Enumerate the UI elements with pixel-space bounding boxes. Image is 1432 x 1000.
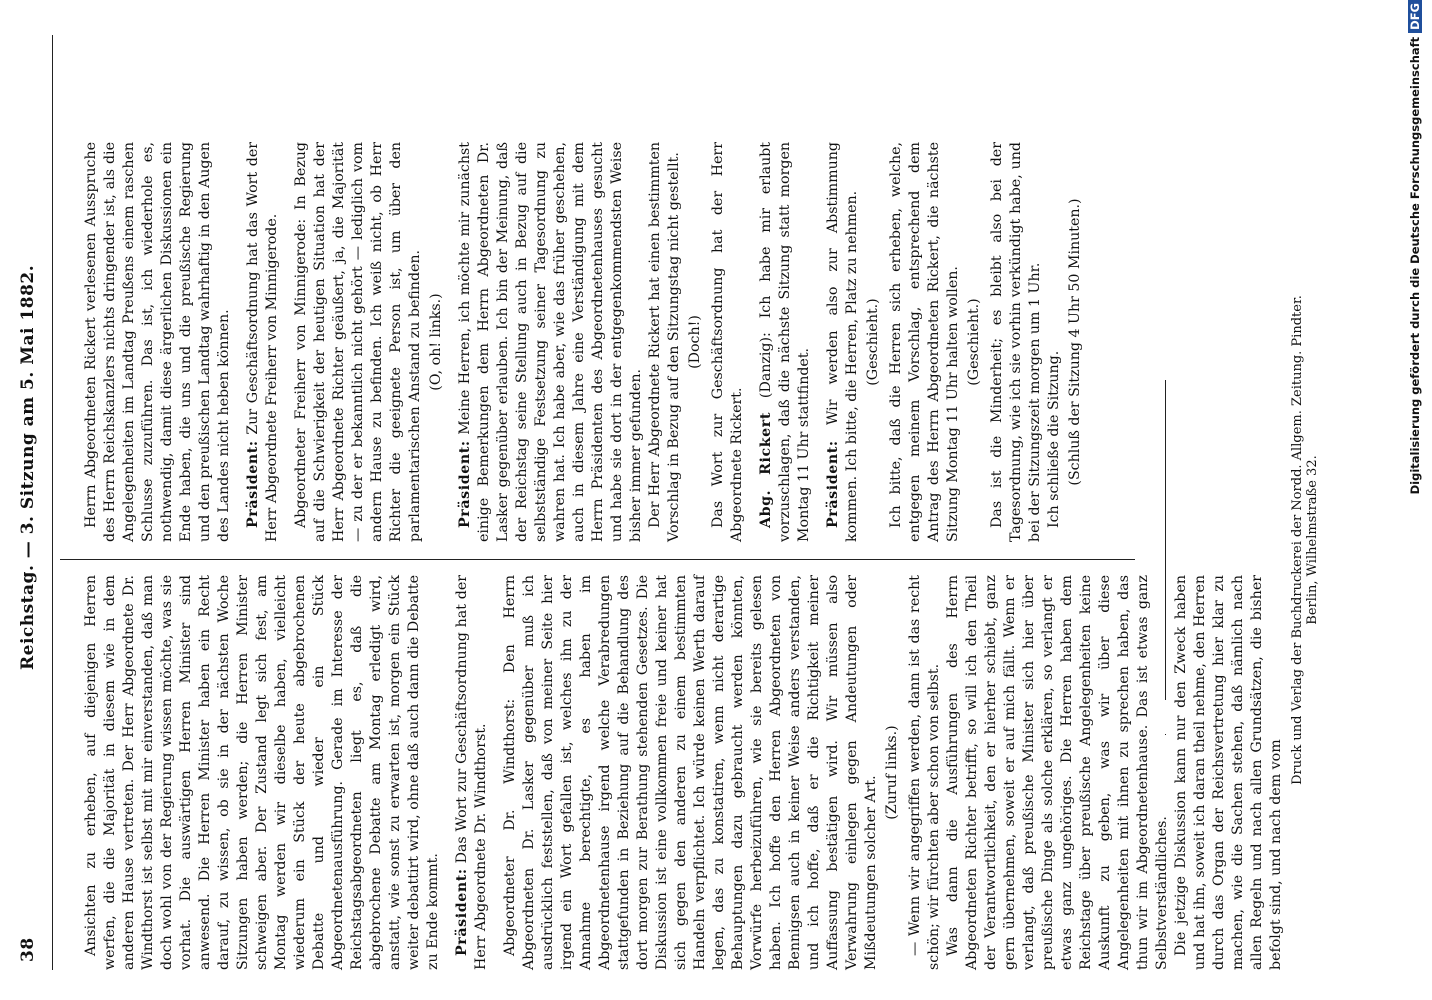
column-divider — [60, 559, 1135, 560]
paragraph — [887, 142, 963, 542]
paragraph-text: Zur Geschäftsordnung hat das Wort der Herr Abgeordnete Freiherr von Minnigerode. — [245, 142, 280, 542]
paragraph — [82, 575, 443, 970]
paragraph-text: (Geschieht.) — [966, 298, 982, 386]
page-number: 38 — [18, 937, 38, 962]
paragraph-text: (Danzig): Ich habe mir erlaubt vorzuschlagen, daß die nächste Sitzung statt morgen Montag 11 Uhr stattfindet. — [758, 142, 812, 542]
paragraph — [292, 142, 425, 542]
paragraph — [883, 575, 902, 970]
paragraph-text: Das Wort zur Geschäftsordnung hat der Herr Abgeordnete Dr. Windthorst. — [454, 575, 489, 970]
paragraph — [501, 575, 881, 970]
paragraph — [427, 142, 446, 542]
printer-address: Berlin, Wilhelmstraße 32. — [1305, 455, 1320, 625]
paragraph-text: (O, oh! links.) — [428, 293, 444, 391]
paragraph — [453, 575, 491, 970]
dfg-logo-icon: DFG — [1408, 0, 1422, 33]
paragraph — [686, 142, 705, 542]
paragraph-text: Das Wort zur Geschäftsordnung hat der Herr Abgeordnete Rickert. — [710, 142, 745, 542]
paragraph — [906, 575, 944, 970]
speaker-name: Präsident: — [825, 440, 841, 528]
paragraph — [824, 142, 862, 542]
text-column-left — [82, 575, 1286, 970]
paragraph-text: Der Herr Abgeordnete Rickert hat einen bestimmten Vorschlag in Bezug auf den Sitzungstag nicht gestellt. — [647, 142, 682, 542]
paragraph-text: Ich bitte, daß die Herren sich erheben, welche, entgegen meinem Vorschlag, entsprechend dem Antrag des Herrn Abgeordneten Rickert, die nächste Sitzung Montag 11 Uhr halten wollen. — [888, 142, 961, 542]
page-title: Reichstag. — 3. Sitzung am 5. Mai 1882. — [18, 264, 38, 670]
paragraph-text: Abgeordneter Freiherr von Minnigerode: In Bezug auf die Schwierigkeit der heutigen Situation hat der Herr Abgeordnete Richter geäußert, ja, die Majorität — zu der er bekanntlich nicht gehört — lediglich vom andern Hause zu befinden. Ich weiß nicht, ob Herr Richter die geeignete Person ist, um über den parlamentarischen Anstand zu befinden. — [293, 142, 423, 542]
paragraph — [1172, 575, 1286, 970]
paragraph-text: Wir werden also zur Abstimmung kommen. Ich bitte, die Herren, Platz zu nehmen. — [825, 142, 860, 542]
paragraph — [709, 142, 747, 542]
speaker-name: Präsident: — [454, 868, 470, 956]
funding-text: Digitalisierung gefördert durch die Deutsche Forschungsgemeinschaft — [1408, 36, 1422, 495]
funding-note — [1408, 0, 1422, 1000]
paragraph-text: Abgeordneter Dr. Windthorst: Den Herrn Abgeordneten Dr. Lasker gegenüber muß ich ausdrücklich feststellen, daß von meiner Seite hier irgend ein Wort gefallen ist, welches ihn zu der Annahme berechtigte, es haben im Abgeordnetenhause irgend welche Verabredungen stattgefunden in Beziehung auf die Behandlung des dort morgen zur Berathung stehenden Gesetzes. Die Diskussion ist eine vollkommen freie und keiner hat sich gegen den anderen zu einem bestimmten Handeln verpflichtet. Ich würde keinen Werth darauf legen, das zu konstatiren, wenn nicht derartige Behauptungen dazu gebraucht werden könnten, Vorwürfe herbeizuführen, wie sie bereits gelesen haben. Ich hoffe den Herren Abgeordneten von Bennigsen auch in keiner Weise anders verstanden, und ich hoffe, daß er die Richtigkeit meiner Auffassung bestätigen wird. Wir müssen also Verwahrung einlegen gegen Andeutungen oder Mißdeutungen solcher Art. — [502, 575, 879, 970]
header-rule — [52, 35, 53, 970]
paragraph-text: (Zuruf links.) — [884, 725, 900, 820]
paragraph-text: Ansichten zu erheben, auf diejenigen Herren werfen, die die Majorität in diesem wie in dem anderen Hause vertreten. Der Herr Abgeordnete Dr. Windthorst ist selbst mit mir einverstanden, daß man doch wohl von der Regierung wissen möchte, was sie vorhat. Die auswärtigen Herren Minister sind anwesend. Die Herren Minister haben ein Recht darauf, zu wissen, ob sie in der nächsten Woche Sitzungen haben werden; die Herren Minister schweigen aber. Der Zustand legt sich fest, am Montag werden wir dieselbe haben, vielleicht wiederum ein Stück der heute abgebrochenen Debatte und wieder ein Stück Abgeordnetenausführung. Gerade im Interesse der Reichstagsabgeordneten liegt es, daß die abgebrochene Debatte am Montag erledigt wird, anstatt, wie sonst zu erwarten ist, morgen ein Stück weiter debattirt wird, ohne daß auch dann die Debatte zu Ende kommt. — [83, 575, 441, 970]
printer-imprint — [1290, 280, 1320, 800]
speaker-name: Präsident: — [457, 440, 473, 528]
paragraph — [1045, 142, 1064, 542]
paragraph — [244, 142, 282, 542]
paragraph-text: Ich schließe die Sitzung. — [1046, 350, 1062, 528]
paragraph-text: (Doch!) — [687, 315, 703, 369]
speaker-name: Abg. Rickert — [758, 411, 774, 528]
paragraph — [864, 142, 883, 542]
footer-rule-spacer — [1165, 734, 1166, 735]
paragraph-text: Herrn Abgeordneten Rickert verlesenen Ausspruche des Herrn Reichskanzlers nichts dringender ist, als die Angelegenheiten im Landtag Preußens einem raschen Schlusse zuzuführen. Das ist, ich wiederhole es, nothwendig, damit diese ärgerlichen Diskussionen ein Ende haben, die uns und die preußische Regierung und den preußischen Landtag wahrhaftig in den Augen des Landes nicht heben können. — [83, 142, 232, 542]
paragraph — [965, 142, 984, 542]
paragraph — [646, 142, 684, 542]
paragraph-text: Das ist die Minderheit; es bleibt also bei der Tagesordnung, wie ich sie vorhin verkündigt habe, und bei der Sitzungszeit morgen um 1 Uhr. — [989, 142, 1043, 542]
footer-rule — [1165, 380, 1166, 700]
paragraph-text: — Wenn wir angegriffen werden, dann ist das recht schön; wir fürchten aber schon von selbst. — [907, 575, 942, 970]
paragraph — [757, 142, 814, 542]
paragraph-text: Meine Herren, ich möchte mir zunächst einige Bemerkungen dem Herrn Abgeordneten Dr. Lasker gegenüber erlauben. Ich bin der Meinung, daß der Reichstag seine Stellung auch in Bezug auf die selbstständige Festsetzung seiner Tagesordnung zu wahren hat. Ich habe aber, wie das früher geschehen, auch in diesem Jahre eine Verständigung mit dem Herrn Präsidenten des Abgeordnetenhauses gesucht und habe sie dort in der entgegenkommendsten Weise bisher immer gefunden. — [457, 142, 644, 542]
paragraph — [1066, 142, 1085, 542]
paragraph-text: Die jetzige Diskussion kann nur den Zweck haben und hat ihn, soweit ich daran theil nehme, den Herren durch das Organ der Reichsvertretung hier klar zu machen, wie die Sachen stehen, daß nämlich nach allen Regeln und nach allen Grundsätzen, die bisher befolgt sind, und nach dem vom — [1173, 575, 1284, 970]
speaker-name: Präsident: — [245, 440, 261, 528]
printer-name: Druck und Verlag der Buchdruckerei der Nordd. Allgem. Zeitung. Pindter. — [1290, 295, 1305, 785]
paragraph — [82, 142, 234, 542]
paragraph-text: (Geschieht.) — [865, 298, 881, 386]
paragraph-text: Was dann die Ausführungen des Herrn Abgeordneten Richter betrifft, so will ich den Theil der Verantwortlichkeit, den er hierher schiebt, ganz gern übernehmen, soweit er auf mich fällt. Wenn er verlangt, daß preußische Minister sich hier über preußische Dinge als solche erklären, so verlangt er etwas ganz ungehöriges. Die Herren haben dem Reichstage über preußische Angelegenheiten keine Auskunft zu geben, was wir über diese Angelegenheiten mit ihnen zu sprechen haben, das thun wir im Abgeordnetenhause. Das ist etwas ganz Selbstverständliches. — [945, 575, 1170, 970]
text-column-right — [82, 142, 1089, 542]
paragraph — [456, 142, 646, 542]
paragraph — [944, 575, 1172, 970]
paragraph-text: (Schluß der Sitzung 4 Uhr 50 Minuten.) — [1067, 198, 1083, 486]
paragraph — [988, 142, 1045, 542]
